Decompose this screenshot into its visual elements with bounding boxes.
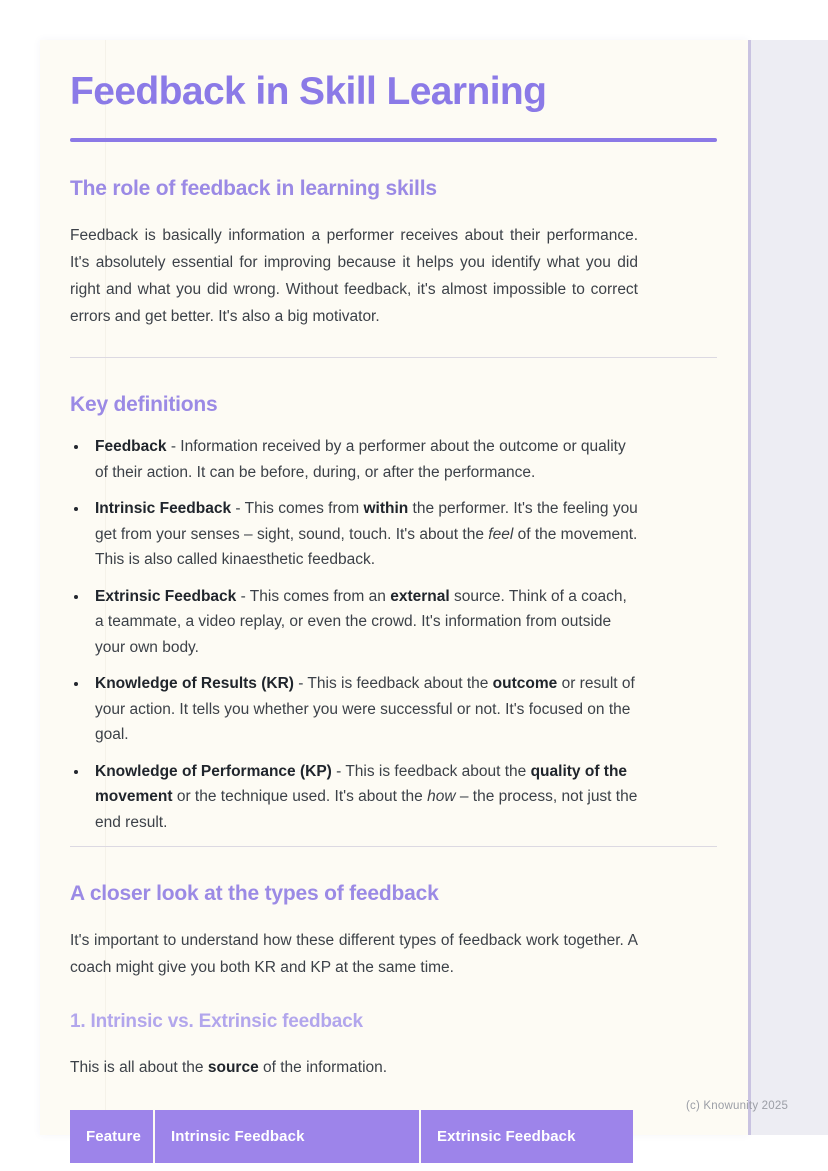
definitions-list (70, 434, 638, 835)
section-heading-role-of-feedback: The role of feedback in learning skills (70, 177, 437, 200)
section-heading-closer-look: A closer look at the types of feedback (70, 882, 439, 905)
title-rule (70, 138, 717, 142)
table-header-feature: Feature (70, 1110, 153, 1163)
list-item-knowledge-of-performance: • Knowledge of Performance (KP) - This is feedback about the quality of the movement or the technique used. It's about the how – the process, not just the end result. (89, 759, 638, 836)
section-divider (70, 357, 717, 358)
section-heading-key-definitions: Key definitions (70, 393, 218, 416)
document-page (40, 40, 748, 1145)
page-title: Feedback in Skill Learning (70, 70, 547, 113)
comparison-table (70, 1110, 633, 1163)
table-header-row (70, 1110, 633, 1163)
table-header-intrinsic-feedback: Intrinsic Feedback (153, 1110, 419, 1163)
paragraph-source: This is all about the source of the information. (70, 1059, 388, 1076)
section-divider (70, 846, 717, 847)
list-item-extrinsic-feedback: • Extrinsic Feedback - This comes from an external source. Think of a coach, a teammate, a video replay, or even the crowd. It's information from outside your own body. (89, 584, 638, 661)
page-content (70, 70, 717, 1163)
paragraph-role-of-feedback: Feedback is basically information a performer receives about their performance. It's absolutely essential for improving because it helps you identify what you did right and what you did wrong. Without feedback, it's almost impossible to correct errors and get better. It's also a big motivator. (70, 227, 638, 325)
list-item-intrinsic-feedback: • Intrinsic Feedback - This comes from within the performer. It's the feeling you get from your senses – sight, sound, touch. It's about the feel of the movement. This is also called kinaesthetic feedback. (89, 496, 638, 573)
table-header-extrinsic-feedback: Extrinsic Feedback (419, 1110, 633, 1163)
page-edge-strip (748, 40, 828, 1135)
paragraph-closer-look: It's important to understand how these different types of feedback work together. A coach might give you both KR and KP at the same time. (70, 932, 638, 976)
watermark: (c) Knowunity 2025 (686, 1100, 789, 1112)
subsection-heading-intrinsic-vs-extrinsic: 1. Intrinsic vs. Extrinsic feedback (70, 1011, 363, 1032)
list-item-feedback: • Feedback - Information received by a performer about the outcome or quality of their action. It can be before, during, or after the performance. (89, 434, 638, 485)
list-item-knowledge-of-results: • Knowledge of Results (KR) - This is feedback about the outcome or result of your action. It tells you whether you were successful or not. It's focused on the goal. (89, 671, 638, 748)
